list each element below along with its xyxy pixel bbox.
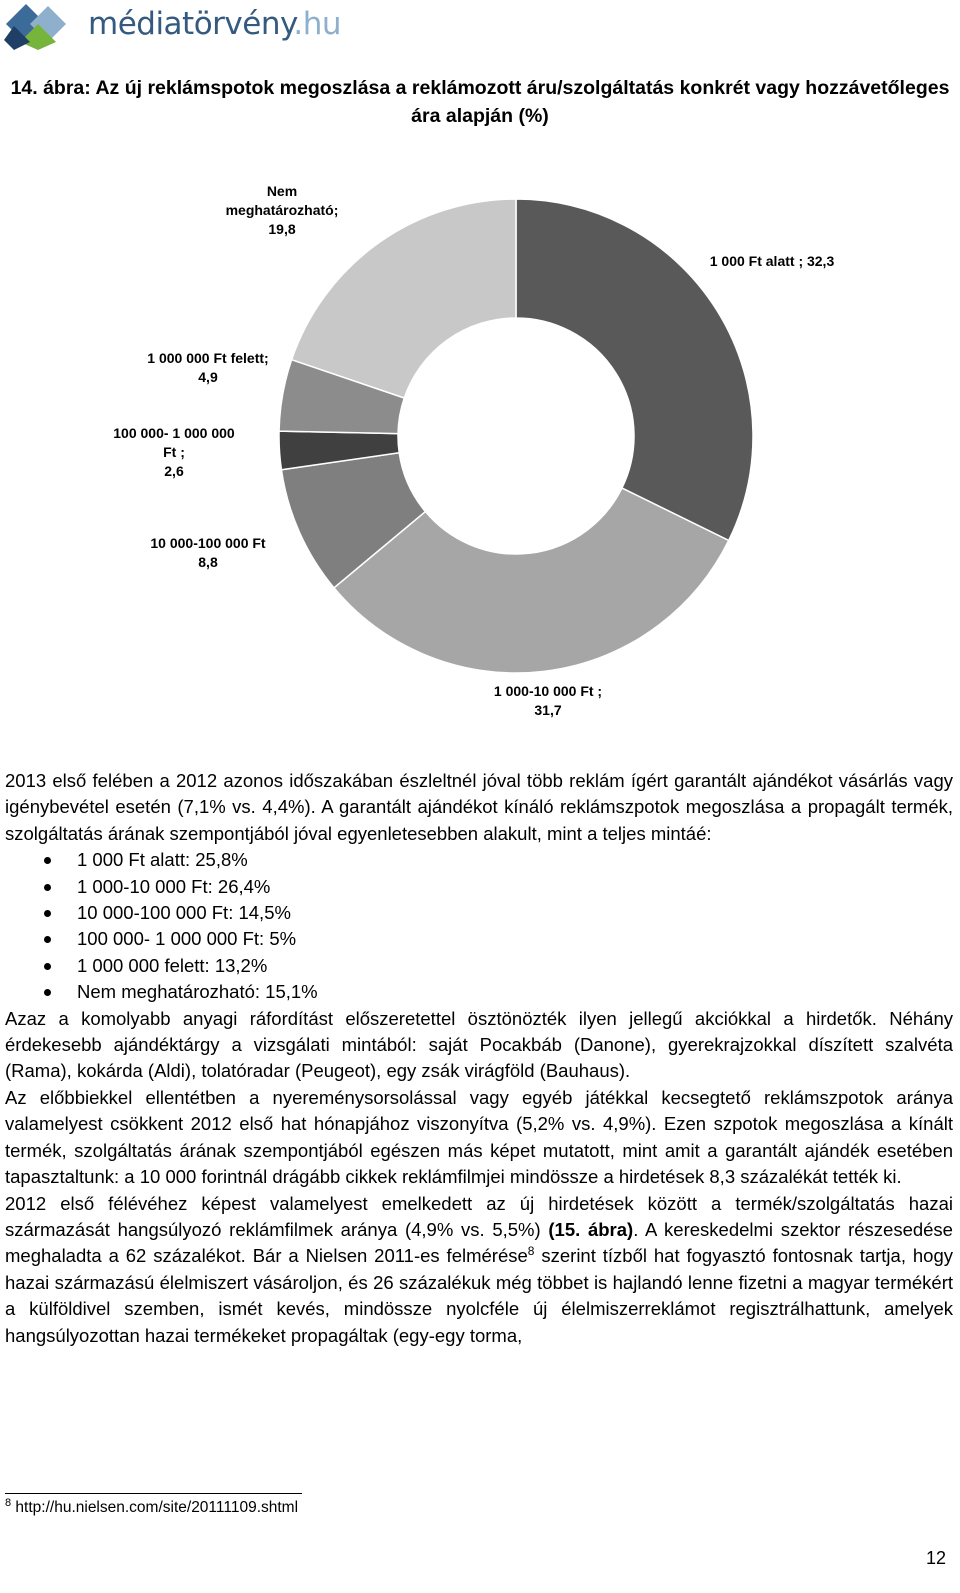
bullet-item: 1 000 Ft alatt: 25,8% <box>5 847 953 873</box>
paragraph-4-part-c: szerint tízből hat fogyasztó fontosnak tartja, hogy hazai származású élelmiszert vásároljon, és 26 százalékuk még többet is hajlandó lenne fizetni a magyar termékért a külföldivel szemben, ismét kevés, mindössze nyolcféle új élelmiszerreklámot regisztrálhattunk, amelyek hangsúlyozottan hazai termékeket propagáltak (egy-egy torma, <box>5 1245 953 1346</box>
paragraph-1: 2013 első felében a 2012 azonos időszakában észleltnél jóval több reklám ígért garantált ajándékot vásárlás vagy igénybevétel esetén (7,1% vs. 4,4%). A garantált ajándékot kínáló reklámszpotok megoszlása a propagált termék, szolgáltatás árának szempontjából jóval egyenletesebben alakult, mint a teljes mintáé: <box>5 770 953 844</box>
bullet-item: Nem meghatározható: 15,1% <box>5 979 953 1005</box>
logo-wordmark <box>88 6 341 42</box>
bullet-list <box>5 847 953 1005</box>
logo-diamond-icon <box>4 2 82 50</box>
bullet-item: 10 000-100 000 Ft: 14,5% <box>5 900 953 926</box>
paragraph-4 <box>5 1191 953 1349</box>
paragraph-4-part-a: 2012 első félévéhez képest valamelyest emelkedett az új hirdetések között a termék/szolgáltatás hazai származását hangsúlyozó reklámfilmek aránya (4,9% vs. 5,5%) <box>5 1192 953 1240</box>
slice-label: 1 000 Ft alatt ; 32,3 <box>709 253 835 269</box>
paragraph-4-part-b: . A kereskedelmi szektor részesedése meghaladta a 62 százalékot. Bár a Nielsen 2011-es felmérése <box>5 1218 953 1267</box>
footnote-link[interactable]: http://hu.nielsen.com/site/20111109.shtml <box>11 1499 299 1516</box>
footnote-divider <box>5 1493 302 1494</box>
bullet-item: 100 000- 1 000 000 Ft: 5% <box>5 926 953 952</box>
figure-reference-link[interactable]: (15. ábra) <box>548 1218 634 1240</box>
donut-chart <box>0 170 960 730</box>
page-number: 12 <box>925 1548 946 1568</box>
slice-label: 10 000-100 000 Ft 8,8 <box>150 535 266 570</box>
logo-text-suffix: .hu <box>293 6 342 42</box>
footnote-number: 8 <box>5 1496 12 1509</box>
slice-label: 1 000 000 Ft felett; 4,9 <box>147 350 269 385</box>
figure-title: 14. ábra: Az új reklámspotok megoszlása a reklámozott áru/szolgáltatás konkrét vagy hozzávetőleges ára alapján (%) <box>10 77 950 127</box>
slice-label: 100 000- 1 000 000 Ft ; 2,6 <box>113 425 235 479</box>
body-text <box>5 768 953 1349</box>
bullet-item: 1 000 000 felett: 13,2% <box>5 953 953 979</box>
slice-label: Nem meghatározható; 19,8 <box>225 183 339 237</box>
donut-slice <box>516 199 753 541</box>
logo-text-main: médiatörvény <box>88 6 294 42</box>
paragraph-2: Azaz a komolyabb anyagi ráfordítást előszeretettel ösztönözték ilyen jellegű akciókkal a hirdetők. Néhány érdekesebb ajándéktárgy a vizsgálati mintából: saját Pocakbáb (Danone), gyerekrajzokkal díszített szalvéta (Rama), kokárda (Aldi), tolatóradar (Peugeot), egy zsák virágföld (Bauhaus). <box>5 1007 953 1082</box>
paragraph-3: Az előbbiekkel ellentétben a nyereménysorsolással vagy egyéb játékkal kecsegtető reklámszpotok aránya valamelyest csökkent 2012 első hat hónapjához viszonyítva (5,2% vs. 4,9%). Ezen szpotok megoszlása a kínált termék, szolgáltatás árának szempontjából egészen más képet mutatott, mint amit a garantált ajándék esetében tapasztaltunk: a 10 000 forintnál drágább cikkek reklámfilmjei mindössze a hirdetések 8,3 százalékát tették ki. <box>5 1086 953 1188</box>
footnote-ref[interactable]: 8 <box>527 1244 535 1259</box>
donut-slice <box>292 199 516 398</box>
bullet-item: 1 000-10 000 Ft: 26,4% <box>5 874 953 900</box>
footnote <box>5 1498 298 1518</box>
slice-label: 1 000-10 000 Ft ; 31,7 <box>493 683 603 718</box>
